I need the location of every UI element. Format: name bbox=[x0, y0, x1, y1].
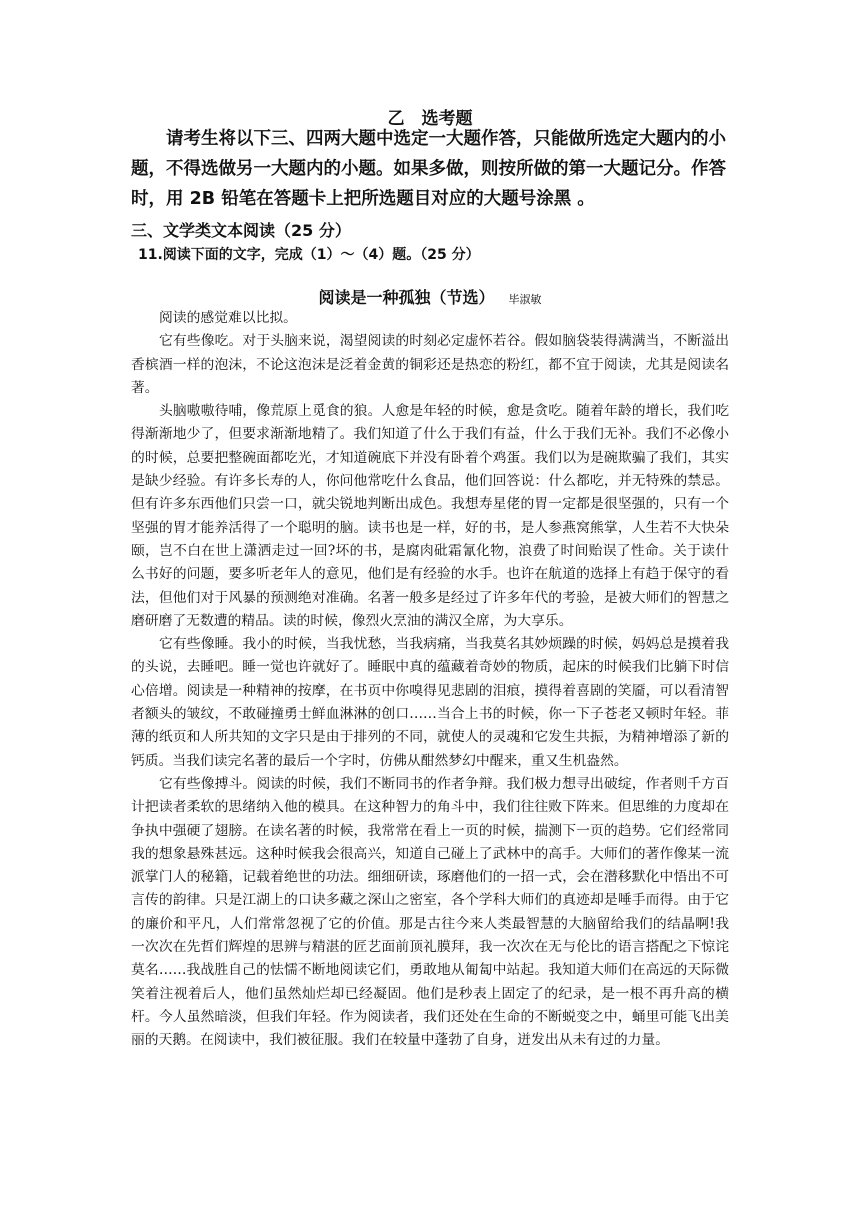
paragraph: 它有些像睡。我小的时候，当我忧愁，当我病痛，当我莫名其妙烦躁的时候，妈妈总是摸着我的头说，去睡吧。睡一觉也许就好了。睡眠中真的蕴藏着奇妙的物质，起床的时候我们比躺下时信心倍增。阅读是一种精神的按摩，在书页中你嗅得见悲剧的泪痕，摸得着喜剧的笑靥，可以看清智者额头的皱纹，不敢碰撞勇士鲜血淋淋的创口……当合上书的时候，你一下子苍老又顿时年轻。菲薄的纸页和人所共知的文字只是由于排列的不同，就使人的灵魂和它发生共振，为精神增添了新的钙质。当我们读完名著的最后一个字时，仿佛从酣然梦幻中醒来，重又生机盎然。 bbox=[131, 636, 729, 769]
section-title: 三、文学类文本阅读（25 分） bbox=[131, 221, 351, 240]
article-title-row bbox=[0, 285, 860, 308]
article-body bbox=[131, 307, 729, 1053]
article-author: 毕淑敏 bbox=[508, 293, 542, 306]
question-prompt: 11.阅读下面的文字，完成（1）～（4）题。（25 分） bbox=[138, 247, 480, 263]
article-title: 阅读是一种孤独（节选） bbox=[318, 288, 495, 307]
paragraph: 头脑嗷嗷待哺，像荒原上觅食的狼。人愈是年轻的时候，愈是贪吃。随着年龄的增长，我们吃得渐渐地少了，但要求渐渐地精了。我们知道了什么于我们有益，什么于我们无补。我们不必像小的时候，总要把整碗面都吃光，才知道碗底下并没有卧着个鸡蛋。我们以为是碗欺骗了我们，其实是缺少经验。有许多长寿的人，你问他常吃什么食品，他们回答说：什么都吃，并无特殊的禁忌。但有许多东西他们只尝一口，就尖锐地判断出成色。我想寿星佬的胃一定都是很坚强的，只有一个坚强的胃才能养活得了一个聪明的脑。读书也是一样，好的书，是人参燕窝熊掌，人生若不大快朵颐，岂不白在世上潇洒走过一回?坏的书，是腐肉砒霜氰化物，浪费了时间贻误了性命。关于读什么书好的问题，要多听老年人的意见，他们是有经验的水手。也许在航道的选择上有趋于保守的看法，但他们对于风暴的预测绝对准确。名著一般多是经过了许多年代的考验，是被大师们的智慧之磨研磨了无数遭的精品。读的时候，像烈火烹油的满汉全席，为大享乐。 bbox=[131, 403, 729, 629]
paragraph: 它有些像吃。对于头脑来说，渴望阅读的时刻必定虚怀若谷。假如脑袋装得满满当，不断溢出香槟酒一样的泡沫，不论这泡沫是泛着金黄的铜彩还是热恋的粉红，都不宜于阅读，尤其是阅读名著。 bbox=[131, 333, 729, 396]
paragraph: 它有些像搏斗。阅读的时候，我们不断同书的作者争辩。我们极力想寻出破绽，作者则千方百计把读者柔软的思绪纳入他的模具。在这种智力的角斗中，我们往往败下阵来。但思维的力度却在争执中强硬了翅膀。在读名著的时候，我常常在看上一页的时候，揣测下一页的趋势。它们经常同我的想象悬殊甚远。这种时候我会很高兴，知道自己碰上了武林中的高手。大师们的著作像某一流派掌门人的秘籍，记载着绝世的功法。细细研读，琢磨他们的一招一式，会在潜移默化中悟出不可言传的韵律。只是江湖上的口诀多藏之深山之密室，各个学科大师们的真迹却是唾手而得。由于它的廉价和平凡，人们常常忽视了它的价值。那是古往今来人类最智慧的大脑留给我们的结晶啊!我一次次在先哲们辉煌的思辨与精湛的匠艺面前顶礼膜拜，我一次次在无与伦比的语言搭配之下惊诧莫名……我战胜自己的怯懦不断地阅读它们，勇敢地从匍匐中站起。我知道大师们在高远的天际微笑着注视着后人，他们虽然灿烂却已经凝固。他们是秒表上固定了的纪录，是一根不再升高的横杆。今人虽然暗淡，但我们年轻。作为阅读者，我们还处在生命的不断蜕变之中，蛹里可能飞出美丽的天鹅。在阅读中，我们被征服。我们在较量中蓬勃了自身，迸发出从未有过的力量。 bbox=[131, 775, 729, 1049]
part-heading: 乙 选考题 bbox=[387, 109, 473, 129]
instruction-text: 请考生将以下三、四两大题中选定一大题作答，只能做所选定大题内的小题，不得选做另一大题内的小题。如果多做，则按所做的第一大题记分。作答时，用 2B 铅笔在答题卡上把所选题目对应的大题号涂黑 。 bbox=[131, 129, 726, 209]
paragraph: 阅读的感觉难以比拟。 bbox=[159, 310, 297, 326]
